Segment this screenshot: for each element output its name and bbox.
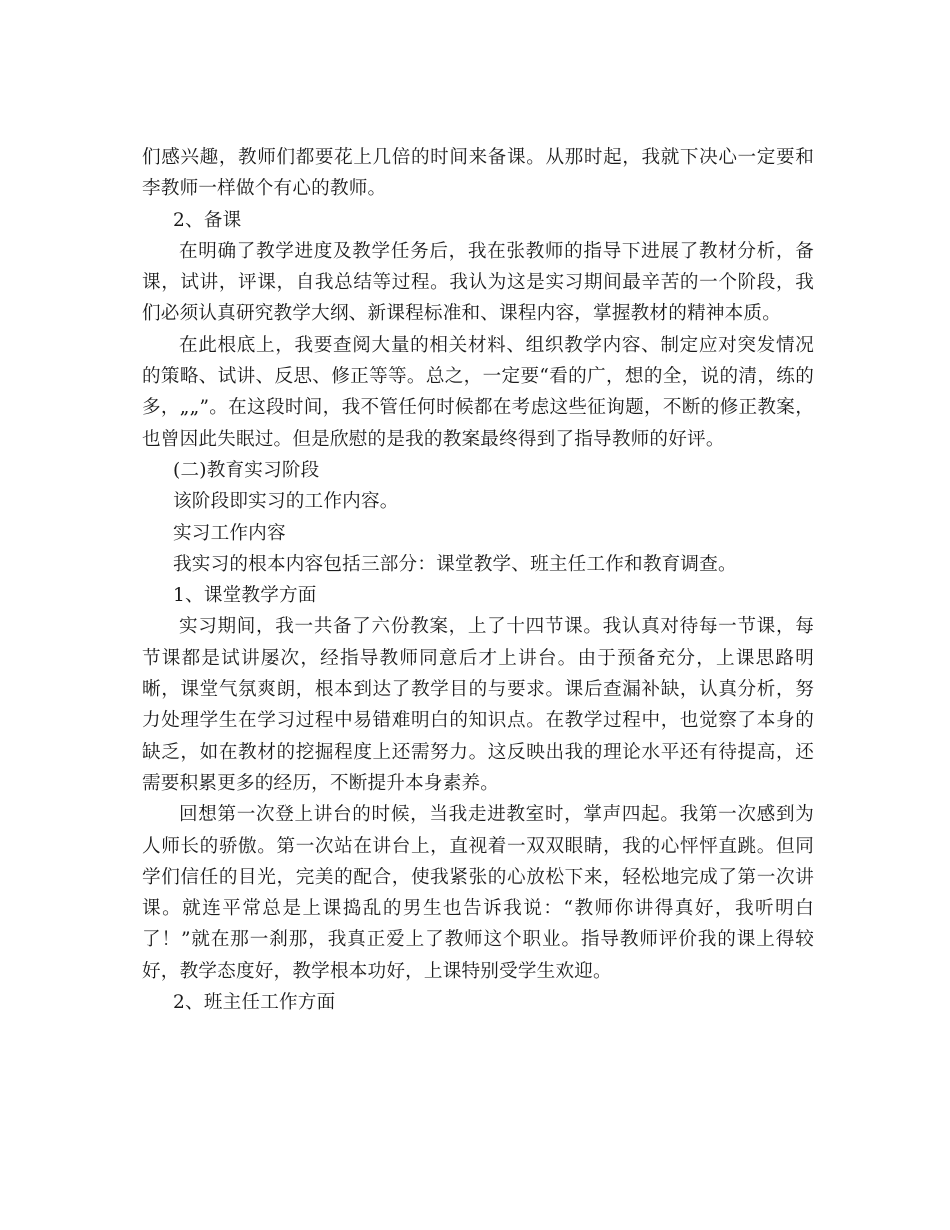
paragraph: 回想第一次登上讲台的时候，当我走进教室时，掌声四起。我第一次感到为人师长的骄傲。第一次站在讲台上，直视着一双双眼睛，我的心怦怦直跳。但同学们信任的目光，完美的配合，使我紧张的心放松下来，轻松地完成了第一次讲课。就连平常总是上课捣乱的男生也告诉我说：“教师你讲得真好，我听明白了！”就在那一刹那，我真正爱上了教师这个职业。指导教师评价我的课上得较好，教学态度好，教学根本功好，上课特别受学生欢迎。: [142, 804, 814, 982]
paragraph: 实习期间，我一共备了六份教案，上了十四节课。我认真对待每一节课，每节课都是试讲屡次，经指导教师同意后才上讲台。由于预备充分，上课思路明晰，课堂气氛爽朗，根本到达了教学目的与要求。课后查漏补缺，认真分析，努力处理学生在学习过程中易错难明白的知识点。在教学过程中，也觉察了本身的缺乏，如在教材的挖掘程度上还需努力。这反映出我的理论水平还有待提高，还需要积累更多的经历，不断提升本身素养。: [142, 616, 814, 794]
paragraph-short: 该阶段即实习的工作内容。: [173, 491, 399, 513]
paragraph: 在此根底上，我要查阅大量的相关材料、组织教学内容、制定应对突发情况的策略、试讲、反思、修正等等。总之，一定要“看的广，想的全，说的清，练的多，„„”。在这段时间，我不管任何时候都在考虑这些征询题，不断的修正教案，也曾因此失眠过。但是欣慰的是我的教案最终得到了指导教师的好评。: [142, 334, 814, 450]
paragraph-continued: 们感兴趣，教师们都要花上几倍的时间来备课。从那时起，我就下决心一定要和李教师一样做个有心的教师。: [142, 147, 814, 200]
section-heading-classroom-teaching: 1、课堂教学方面: [173, 585, 317, 607]
section-heading-class-teacher-work: 2、班主任工作方面: [173, 992, 336, 1014]
document-body: [142, 142, 814, 1018]
paragraph-short: 我实习的根本内容包括三部分：课堂教学、班主任工作和教育调查。: [173, 553, 737, 575]
section-heading-preparation: 2、备课: [173, 209, 242, 231]
section-heading-work-content: 实习工作内容: [173, 522, 286, 544]
paragraph: 在明确了教学进度及教学任务后，我在张教师的指导下进展了教材分析，备课，试讲，评课，自我总结等过程。我认为这是实习期间最辛苦的一个阶段，我们必须认真研究教学大纲、新课程标准和、课程内容，掌握教材的精神本质。: [142, 240, 814, 325]
section-heading-practice-stage: (二)教育实习阶段: [173, 459, 320, 481]
